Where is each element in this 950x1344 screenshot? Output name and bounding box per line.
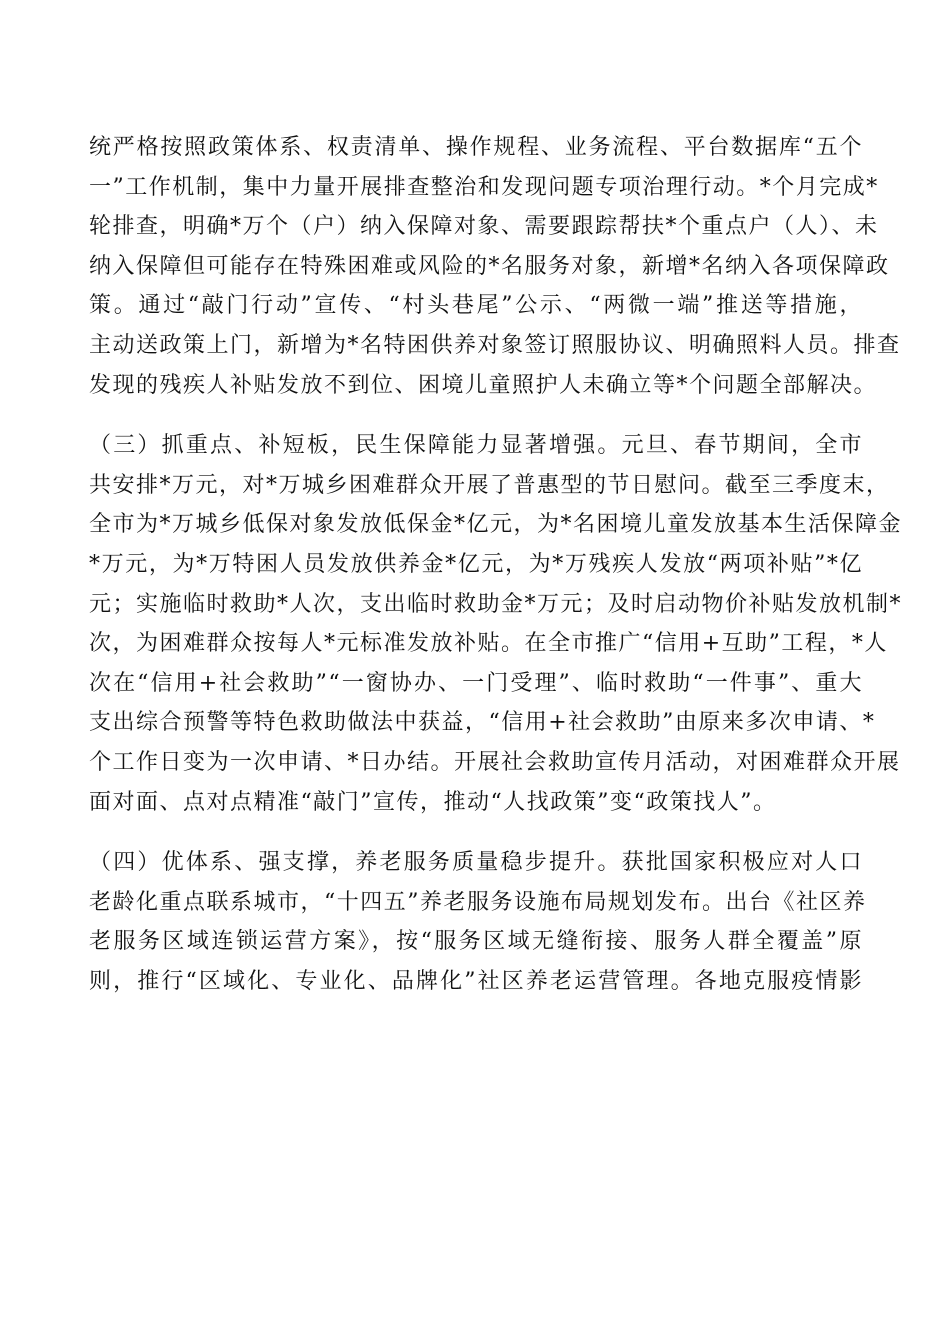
paragraph xyxy=(89,426,903,822)
text-line: 纳入保障但可能存在特殊困难或风险的*名服务对象，新增*名纳入各项保障政 xyxy=(89,253,890,279)
text-line: 面对面、点对点精准“敲门”宣传，推动“人找政策”变“政策找人”。 xyxy=(89,789,777,815)
paragraph-gap xyxy=(89,822,863,843)
text-line: 轮排查，明确*万个（户）纳入保障对象、需要跟踪帮扶*个重点户（人）、未 xyxy=(89,214,879,240)
text-line: 次在“信用+社会救助”“一窗协办、一门受理”、临时救助“一件事”、重大 xyxy=(89,670,863,696)
text-line: 则，推行“区域化、专业化、品牌化”社区养老运营管理。各地克服疫情影 xyxy=(89,968,863,994)
text-line: 老龄化重点联系城市，“十四五”养老服务设施布局规划发布。出台《社区养 xyxy=(89,889,867,915)
paragraph-gap xyxy=(89,405,863,426)
paragraph xyxy=(89,128,901,405)
text-line: 共安排*万元，对*万城乡困难群众开展了普惠型的节日慰问。截至三季度末， xyxy=(89,472,890,498)
text-line: 发现的残疾人补贴发放不到位、困境儿童照护人未确立等*个问题全部解决。 xyxy=(89,372,878,398)
text-line: 策。通过“敲门行动”宣传、“村头巷尾”公示、“两微一端”推送等措施， xyxy=(89,293,863,319)
text-line: 一”工作机制，集中力量开展排查整治和发现问题专项治理行动。*个月完成* xyxy=(89,174,879,200)
text-line: 次，为困难群众按每人*元标准发放补贴。在全市推广“信用+互助”工程，*人 xyxy=(89,631,888,657)
body-text xyxy=(89,128,903,1001)
text-line: 全市为*万城乡低保对象发放低保金*亿元，为*名困境儿童发放基本生活保障金 xyxy=(89,512,903,538)
text-line: 统严格按照政策体系、权责清单、操作规程、业务流程、平台数据库“五个 xyxy=(89,135,863,160)
text-line: （三）抓重点、补短板，民生保障能力显著增强。元旦、春节期间，全市 xyxy=(89,433,863,459)
text-line: 老服务区域连锁运营方案》，按“服务区域无缝衔接、服务人群全覆盖”原 xyxy=(89,929,863,955)
text-line: 个工作日变为一次申请、*日办结。开展社会救助宣传月活动，对困难群众开展 xyxy=(89,749,901,775)
text-line: 支出综合预警等特色救助做法中获益，“信用+社会救助”由原来多次申请、* xyxy=(89,710,876,736)
text-line: （四）优体系、强支撑，养老服务质量稳步提升。获批国家积极应对人口 xyxy=(89,850,863,876)
text-line: 元；实施临时救助*人次，支出临时救助金*万元；及时启动物价补贴发放机制* xyxy=(89,591,903,617)
text-line: *万元，为*万特困人员发放供养金*亿元，为*万残疾人发放“两项补贴”*亿 xyxy=(89,551,863,577)
paragraph xyxy=(89,843,867,1001)
text-line: 主动送政策上门，新增为*名特困供养对象签订照服协议、明确照料人员。排查 xyxy=(89,332,901,358)
